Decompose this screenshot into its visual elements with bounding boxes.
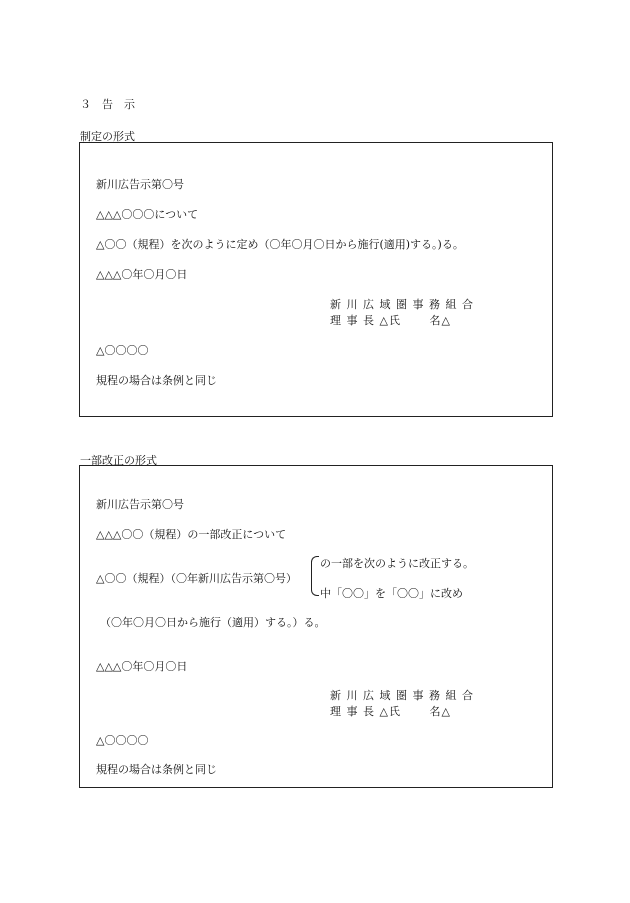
- revision-caption: 一部改正の形式: [80, 454, 157, 467]
- revision-signer: 理 事 長 △氏 名△: [330, 705, 451, 718]
- enactment-date: △△△〇年〇月〇日: [96, 268, 188, 281]
- enactment-body: △〇〇（規程）を次のように定め（〇年〇月〇日から施行(適用)する。)る。: [96, 238, 464, 251]
- enactment-notice-number: 新川広告示第〇号: [96, 178, 184, 191]
- enactment-organization: 新 川 広 域 圏 事 務 組 合: [330, 298, 474, 311]
- revision-item: △〇〇〇〇: [96, 734, 149, 747]
- revision-brace-top: の一部を次のように改正する。: [320, 557, 474, 570]
- revision-brace-bottom: 中「〇〇」を「〇〇」に改め: [320, 587, 463, 600]
- enactment-caption: 制定の形式: [80, 130, 135, 143]
- revision-effective: （〇年〇月〇日から施行（適用）する。）る。: [100, 616, 326, 629]
- revision-subject: △△△〇〇（規程）の一部改正について: [96, 528, 287, 541]
- section-heading: ３ 告 示: [80, 98, 135, 111]
- revision-date: △△△〇年〇月〇日: [96, 660, 188, 673]
- curly-brace: [311, 556, 319, 596]
- enactment-signer: 理 事 長 △氏 名△: [330, 314, 451, 327]
- revision-body-left: △〇〇（規程）（〇年新川広告示第〇号）: [96, 572, 297, 585]
- revision-notice-number: 新川広告示第〇号: [96, 498, 184, 511]
- enactment-subject: △△△〇〇〇について: [96, 208, 199, 221]
- enactment-note: 規程の場合は条例と同じ: [96, 374, 217, 387]
- enactment-item: △〇〇〇〇: [96, 344, 149, 357]
- revision-organization: 新 川 広 域 圏 事 務 組 合: [330, 689, 474, 702]
- revision-note: 規程の場合は条例と同じ: [96, 763, 217, 776]
